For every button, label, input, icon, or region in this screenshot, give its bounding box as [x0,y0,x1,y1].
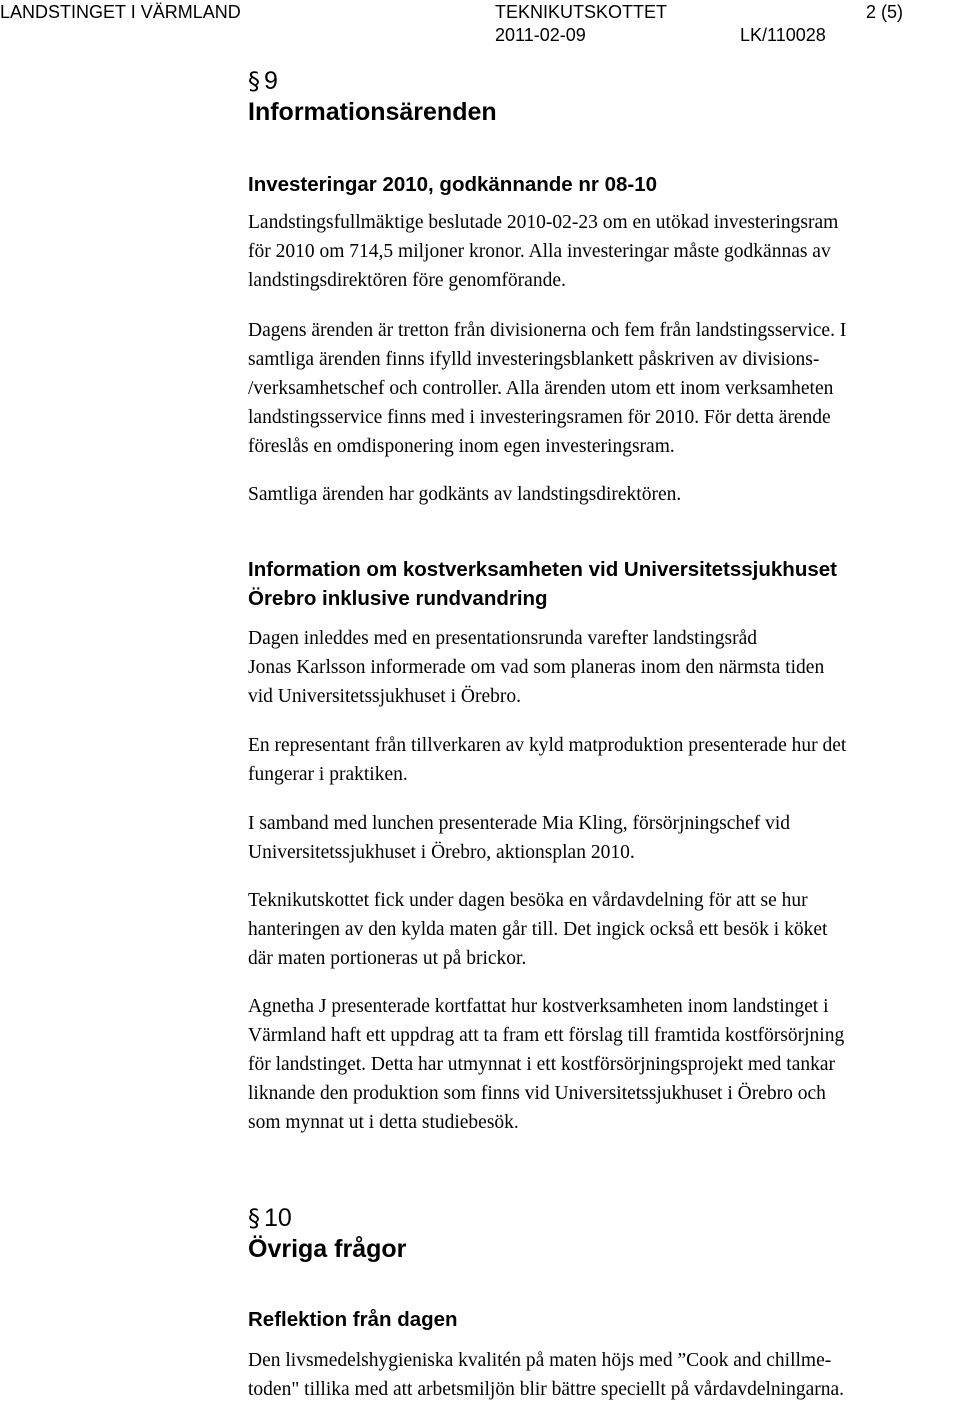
section-number: 10 [264,1204,292,1232]
header-organization: LANDSTINGET I VÄRMLAND [0,2,241,22]
paragraph-line: Den livsmedelshygieniska kvalitén på maten höjs med ”Cook and chillme- [248,1350,832,1371]
section-10-heading [248,1203,960,1265]
subsection-heading-reflektion: Reflektion från dagen [248,1308,458,1331]
paragraph-line: Dagens ärenden är tretton från divisionerna och fem från landstingsservice. I [248,320,847,341]
paragraph [248,731,960,789]
paragraph [248,624,960,711]
paragraph-line: liknande den produktion som finns vid Universitetssjukhuset i Örebro och [248,1083,826,1104]
paragraph-line: toden" tillika med att arbetsmiljön blir bättre speciellt på vårdavdelningarna. [248,1379,845,1400]
section-9-heading [248,66,960,128]
section-title: Informationsärenden [248,98,497,126]
paragraph-line: I samband med lunchen presenterade Mia Kling, försörjningschef vid [248,813,791,834]
section-title: Övriga frågor [248,1235,407,1263]
subsection-heading-line: Information om kostverksamheten vid Universitetssjukhuset [248,558,837,581]
paragraph [248,1346,960,1404]
paragraph-line: hanteringen av den kylda maten går till. Det ingick också ett besök i köket [248,919,828,940]
paragraph [248,809,960,867]
header-committee: TEKNIKUTSKOTTET [495,2,668,22]
paragraph-line: där maten portioneras ut på brickor. [248,948,527,969]
paragraph-line: Agnetha J presenterade kortfattat hur kostverksamheten inom landstinget i [248,996,829,1017]
paragraph-line: /verksamhetschef och controller. Alla ärenden utom ett inom verksamheten [248,378,834,399]
paragraph-line: samtliga ärenden finns ifylld investeringsblankett påskriven av divisions- [248,349,820,370]
paragraph-line: för landstinget. Detta har utmynnat i ett kostförsörjningsprojekt med tankar [248,1054,836,1075]
paragraph-line: som mynnat ut i detta studiebesök. [248,1112,519,1133]
paragraph-line: Samtliga ärenden har godkänts av landstingsdirektören. [248,484,682,505]
paragraph-line: Jonas Karlsson informerade om vad som planeras inom den närmsta tiden [248,657,825,678]
paragraph [248,316,960,461]
subsection-heading-kostverksamheten [248,555,960,613]
paragraph-line: Teknikutskottet fick under dagen besöka en vårdavdelning för att se hur [248,890,808,911]
paragraph-line: Landstingsfullmäktige beslutade 2010-02-23 om en utökad investeringsram [248,212,839,233]
paragraph-line: för 2010 om 714,5 miljoner kronor. Alla investeringar måste godkännas av [248,241,831,262]
subsection-heading-investeringar: Investeringar 2010, godkännande nr 08-10 [248,173,658,196]
paragraph [248,208,960,295]
paragraph-line: En representant från tillverkaren av kyld matproduktion presenterade hur det [248,735,847,756]
paragraph-line: vid Universitetssjukhuset i Örebro. [248,686,521,707]
paragraph-line: fungerar i praktiken. [248,764,408,785]
section-number: 9 [264,67,278,95]
paragraph-line: föreslås en omdisponering inom egen investeringsram. [248,436,675,457]
paragraph [248,886,960,973]
header-page-number: 2 (5) [866,2,904,22]
header-reference: LK/110028 [740,25,826,45]
header-date: 2011-02-09 [495,25,586,45]
paragraph-line: landstingsdirektören före genomförande. [248,270,566,291]
section-sign: § [248,67,260,95]
subsection-heading-line: Örebro inklusive rundvandring [248,587,548,610]
paragraph-line: Värmland haft ett uppdrag att ta fram ett förslag till framtida kostförsörjning [248,1025,845,1046]
paragraph [248,992,960,1137]
paragraph-line: Dagen inleddes med en presentationsrunda varefter landstingsråd [248,628,757,649]
paragraph [248,480,960,509]
paragraph-line: Universitetssjukhuset i Örebro, aktionsplan 2010. [248,842,635,863]
section-sign: § [248,1204,260,1232]
paragraph-line: landstingsservice finns med i investeringsramen för 2010. För detta ärende [248,407,831,428]
